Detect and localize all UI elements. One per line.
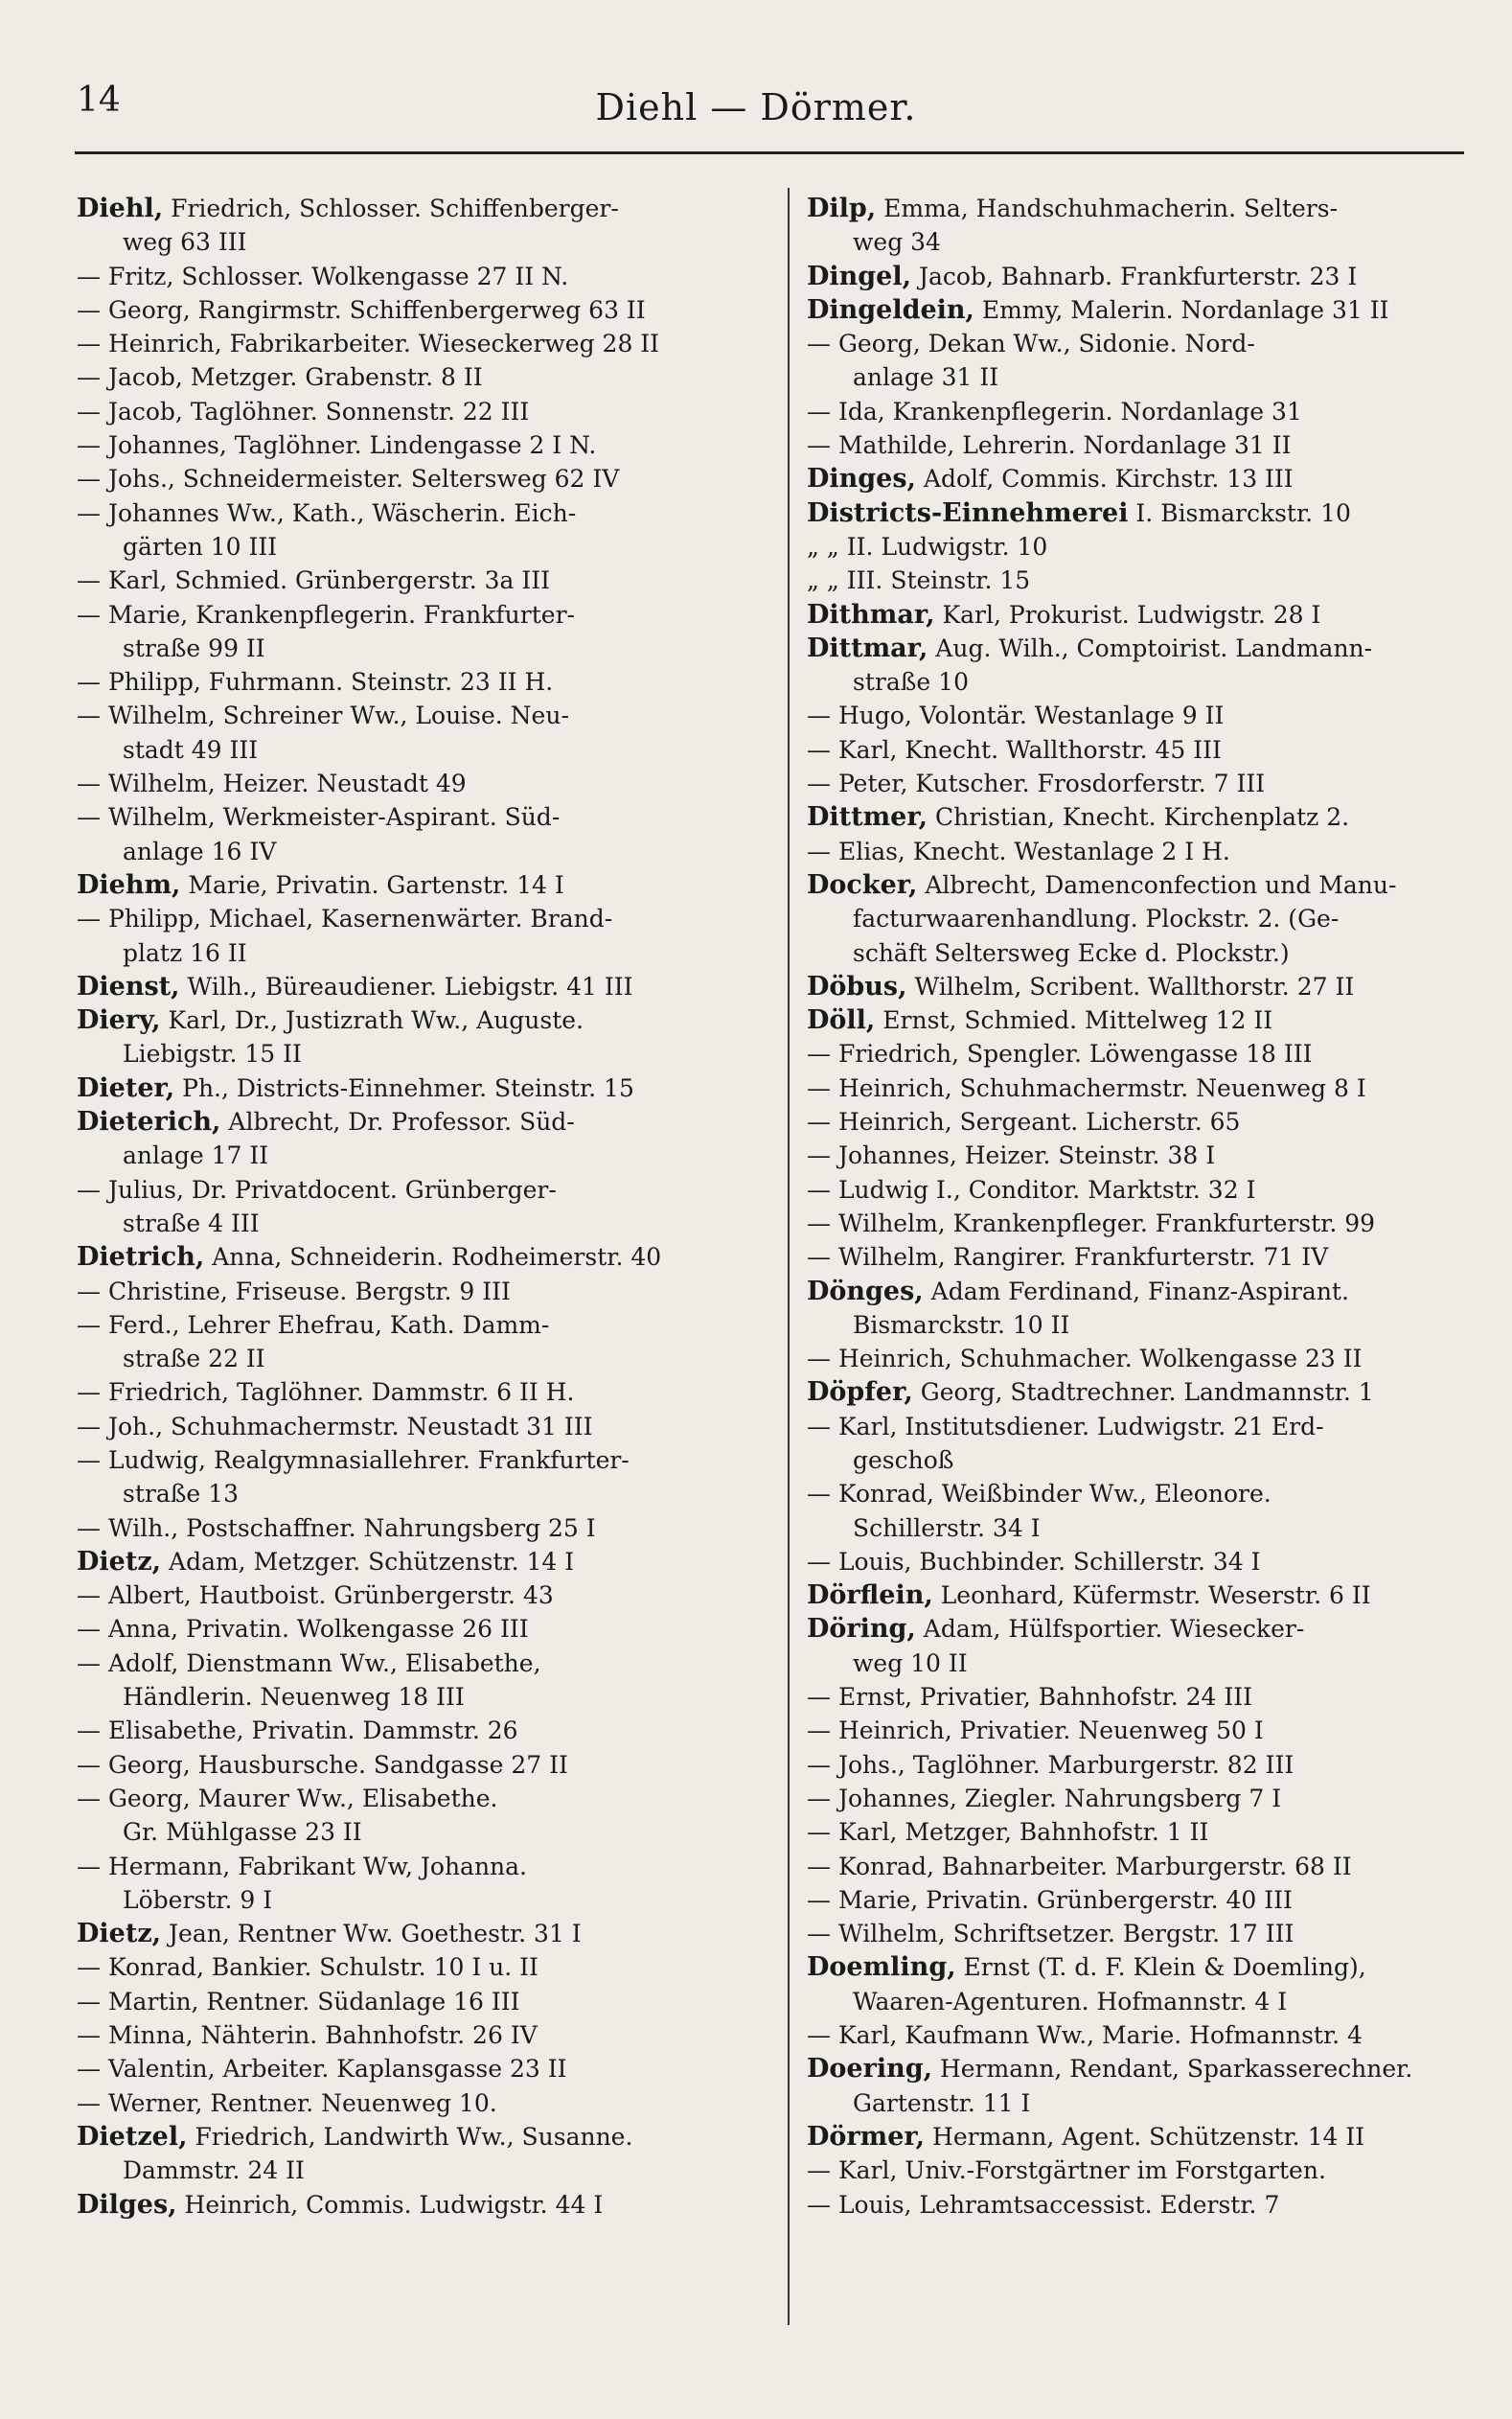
directory-entry [77, 970, 767, 1003]
entry-text: Ph., Districts-Einnehmer. Steinstr. 15 [182, 1073, 634, 1102]
directory-entry [77, 1917, 767, 1950]
entry-text: — Louis, Buchbinder. Schillerstr. 34 I [807, 1547, 1261, 1576]
directory-entry [77, 1782, 767, 1815]
directory-entry [77, 462, 767, 495]
directory-entry [807, 835, 1497, 868]
entry-text: — Ida, Krankenpflegerin. Nordanlage 31 [807, 397, 1302, 426]
entry-continuation: straße 10 [853, 668, 969, 697]
entry-text: — Karl, Knecht. Wallthorstr. 45 III [807, 735, 1222, 764]
directory-entry [77, 395, 767, 428]
directory-entry [807, 767, 1497, 800]
entry-surname: Dilges, [77, 2189, 177, 2220]
directory-entry [77, 1071, 767, 1105]
entry-text: Heinrich, Commis. Ludwigstr. 44 I [184, 2190, 604, 2219]
directory-entry [807, 1883, 1497, 1917]
directory-entry [77, 665, 767, 699]
entry-continuation: Bismarckstr. 10 II [853, 1310, 1070, 1339]
entry-text: Christian, Knecht. Kirchenplatz 2. [934, 803, 1350, 832]
directory-entry [77, 1647, 767, 1680]
directory-entry [807, 800, 1497, 834]
entry-text: — Fritz, Schlosser. Wolkengasse 27 II N. [77, 262, 569, 290]
entry-text: — Konrad, Weißbinder Ww., Eleonore. [807, 1480, 1271, 1509]
entry-continuation: anlage 17 II [123, 1141, 269, 1170]
directory-entry [77, 293, 767, 327]
entry-surname: Doemling, [807, 1952, 956, 1983]
entry-text: — Friedrich, Spengler. Löwengasse 18 III [807, 1040, 1313, 1069]
directory-entry [77, 2086, 767, 2120]
directory-entry [807, 970, 1497, 1003]
entry-surname: Dörmer, [807, 2121, 926, 2152]
entry-surname: Dienst, [77, 971, 180, 1002]
directory-entry [77, 192, 767, 225]
directory-entry [807, 1578, 1497, 1612]
entry-surname: Dittmer, [807, 802, 928, 833]
directory-entry [807, 2154, 1497, 2187]
directory-entry [77, 360, 767, 394]
entry-text: Hermann, Agent. Schützenstr. 14 II [932, 2122, 1365, 2151]
entry-text: — Mathilde, Lehrerin. Nordanlage 31 II [807, 431, 1292, 460]
entry-text: — Marie, Privatin. Grünbergerstr. 40 III [807, 1885, 1293, 1914]
entry-text: — Albert, Hautboist. Grünbergerstr. 43 [77, 1581, 554, 1610]
directory-entry [807, 868, 1497, 902]
entry-surname: Dilp, [807, 194, 877, 223]
entry-continuation: straße 22 II [123, 1345, 265, 1373]
directory-entry [77, 1105, 767, 1139]
entry-text: Anna, Schneiderin. Rodheimerstr. 40 [212, 1243, 662, 1272]
entry-surname: Docker, [807, 869, 918, 900]
entry-surname: Döpfer, [807, 1377, 913, 1408]
entry-text: — Johs., Schneidermeister. Seltersweg 62 IV [77, 465, 620, 494]
entry-text: — Ludwig I., Conditor. Marktstr. 32 I [807, 1175, 1256, 1204]
directory-entry [807, 1714, 1497, 1747]
entry-text: — Johs., Taglöhner. Marburgerstr. 82 III [807, 1750, 1294, 1779]
entry-continuation: stadt 49 III [123, 735, 259, 764]
entry-text: — Johannes Ww., Kath., Wäscherin. Eich- [77, 498, 577, 527]
entry-surname: Dietzel, [77, 2121, 188, 2152]
entry-text: Ernst, Schmied. Mittelweg 12 II [882, 1006, 1273, 1035]
entry-text: — Adolf, Dienstmann Ww., Elisabethe, [77, 1648, 541, 1677]
directory-entry [807, 395, 1497, 428]
right-column [807, 192, 1497, 2222]
directory-entry [807, 1815, 1497, 1849]
directory-entry [807, 2052, 1497, 2085]
directory-entry [807, 1275, 1497, 1308]
directory-entry [77, 260, 767, 293]
entry-text: — Friedrich, Taglöhner. Dammstr. 6 II H. [77, 1378, 575, 1407]
directory-entry [77, 1748, 767, 1782]
entry-text: — Louis, Lehramtsaccessist. Ederstr. 7 [807, 2190, 1280, 2219]
directory-entry [807, 598, 1497, 632]
directory-entry [77, 598, 767, 632]
directory-entry [77, 1612, 767, 1646]
directory-entry [77, 1003, 767, 1037]
header-rule [75, 151, 1464, 154]
directory-entry [77, 327, 767, 360]
directory-entry [807, 1410, 1497, 1443]
entry-text: — Elisabethe, Privatin. Dammstr. 26 [77, 1716, 518, 1745]
entry-text: — Konrad, Bahnarbeiter. Marburgerstr. 68 II [807, 1852, 1352, 1880]
entry-text: Adolf, Commis. Kirchstr. 13 III [923, 465, 1294, 494]
entry-text: I. Bismarckstr. 10 [1135, 498, 1351, 527]
entry-continuation: schäft Seltersweg Ecke d. Plockstr.) [853, 938, 1290, 967]
directory-entry [77, 767, 767, 800]
entry-text: — Johannes, Heizer. Steinstr. 38 I [807, 1141, 1216, 1170]
entry-text: — Karl, Univ.-Forstgärtner im Forstgarten. [807, 2156, 1326, 2185]
entry-text: Marie, Privatin. Gartenstr. 14 I [188, 870, 564, 899]
entry-text: — Hugo, Volontär. Westanlage 9 II [807, 702, 1225, 730]
entry-continuation: Gr. Mühlgasse 23 II [123, 1818, 362, 1847]
entry-text: — Heinrich, Privatier. Neuenweg 50 I [807, 1716, 1264, 1745]
entry-continuation: anlage 31 II [853, 363, 999, 392]
entry-continuation: facturwaarenhandlung. Plockstr. 2. (Ge- [853, 905, 1340, 933]
directory-entry [77, 1950, 767, 1984]
directory-entry [77, 1511, 767, 1545]
entry-continuation: weg 10 II [853, 1648, 968, 1677]
directory-entry [77, 1443, 767, 1477]
directory-entry [807, 1037, 1497, 1071]
entry-surname: Diehm, [77, 869, 181, 900]
left-column [77, 192, 767, 2222]
entry-text: — Werner, Rentner. Neuenweg 10. [77, 2088, 497, 2117]
entry-continuation: gärten 10 III [123, 532, 278, 561]
directory-entry [77, 496, 767, 530]
directory-entry [77, 902, 767, 935]
page-number: 14 [77, 81, 121, 120]
directory-entry [807, 1342, 1497, 1375]
entry-surname: Dittmar, [807, 633, 928, 663]
entry-text: Wilhelm, Scribent. Wallthorstr. 27 II [914, 972, 1355, 1001]
directory-entry [77, 1850, 767, 1883]
entry-continuation: anlage 16 IV [123, 837, 277, 865]
entry-text: Jacob, Bahnarb. Frankfurterstr. 23 I [918, 262, 1358, 290]
entry-text: — Karl, Schmied. Grünbergerstr. 3a III [77, 566, 550, 595]
entry-surname: Dönges, [807, 1276, 924, 1306]
entry-continuation: Liebigstr. 15 II [123, 1040, 302, 1069]
directory-entry [77, 428, 767, 462]
entry-continuation: Dammstr. 24 II [123, 2156, 305, 2185]
entry-text: Karl, Dr., Justizrath Ww., Auguste. [168, 1006, 584, 1035]
directory-entry [807, 1850, 1497, 1883]
entry-surname: Dingel, [807, 261, 912, 291]
entry-text: Wilh., Büreaudiener. Liebigstr. 41 III [187, 972, 633, 1001]
entry-text: Karl, Prokurist. Ludwigstr. 28 I [942, 600, 1321, 629]
entry-continuation: weg 63 III [123, 228, 247, 257]
entry-text: Adam, Metzger. Schützenstr. 14 I [169, 1547, 575, 1576]
directory-entry [77, 1240, 767, 1274]
entry-surname: Dieterich, [77, 1107, 221, 1138]
directory-entry [807, 260, 1497, 293]
entry-text: — Minna, Nähterin. Bahnhofstr. 26 IV [77, 2021, 538, 2050]
entry-surname: Districts-Einnehmerei [807, 497, 1129, 528]
entry-surname: Diery, [77, 1005, 161, 1036]
entry-text: Leonhard, Küfermstr. Weserstr. 6 II [940, 1581, 1371, 1610]
entry-surname: Dörflein, [807, 1580, 933, 1611]
entry-text: — Hermann, Fabrikant Ww, Johanna. [77, 1852, 528, 1880]
entry-text: — Christine, Friseuse. Bergstr. 9 III [77, 1277, 511, 1305]
directory-entry [807, 462, 1497, 495]
entry-surname: Döll, [807, 1005, 876, 1036]
entry-continuation: geschoß [853, 1445, 954, 1474]
directory-entry [807, 1139, 1497, 1172]
directory-entry [807, 496, 1497, 530]
directory-entry [77, 2052, 767, 2085]
entry-text: — Peter, Kutscher. Frosdorferstr. 7 III [807, 770, 1266, 798]
entry-text: „ „ III. Steinstr. 15 [807, 566, 1031, 595]
entry-text: Friedrich, Schlosser. Schiffenberger- [171, 195, 619, 222]
entry-continuation: Gartenstr. 11 I [853, 2088, 1031, 2117]
directory-entry [807, 1782, 1497, 1815]
directory-entry [807, 564, 1497, 597]
entry-text: — Heinrich, Schuhmacher. Wolkengasse 23 II [807, 1345, 1363, 1373]
entry-continuation: straße 99 II [123, 634, 265, 662]
entry-text: — Philipp, Michael, Kasernenwärter. Brand- [77, 905, 613, 933]
entry-continuation: straße 13 [123, 1480, 239, 1509]
directory-entry [77, 2120, 767, 2154]
entry-surname: Dietz, [77, 1546, 162, 1577]
directory-entry [807, 1477, 1497, 1510]
directory-entry [807, 293, 1497, 327]
entry-text: — Heinrich, Sergeant. Licherstr. 65 [807, 1108, 1241, 1137]
directory-entry [807, 1748, 1497, 1782]
directory-entry [807, 733, 1497, 767]
entry-text: — Anna, Privatin. Wolkengasse 26 III [77, 1615, 529, 1644]
entry-text: „ „ II. Ludwigstr. 10 [807, 532, 1048, 561]
entry-text: — Ludwig, Realgymnasiallehrer. Frankfurter- [77, 1445, 630, 1474]
directory-entry [807, 1545, 1497, 1578]
directory-entry [807, 1375, 1497, 1409]
directory-entry [807, 2188, 1497, 2222]
directory-entry [77, 1578, 767, 1612]
entry-text: Adam, Hülfsportier. Wiesecker- [923, 1615, 1305, 1644]
entry-continuation: platz 16 II [123, 938, 247, 967]
directory-entry [807, 1173, 1497, 1207]
entry-text: — Johannes, Ziegler. Nahrungsberg 7 I [807, 1784, 1282, 1812]
entry-continuation: straße 4 III [123, 1209, 260, 1237]
entry-text: Friedrich, Landwirth Ww., Susanne. [195, 2122, 633, 2151]
directory-entry [77, 1173, 767, 1207]
directory-entry [77, 800, 767, 834]
entry-surname: Dietz, [77, 1919, 162, 1949]
directory-entry [807, 1105, 1497, 1139]
directory-entry [77, 699, 767, 732]
entry-text: — Georg, Hausbursche. Sandgasse 27 II [77, 1750, 568, 1779]
directory-entry [77, 1410, 767, 1443]
entry-surname: Dithmar, [807, 599, 935, 630]
entry-text: — Wilhelm, Werkmeister-Aspirant. Süd- [77, 803, 561, 832]
entry-continuation: weg 34 [853, 228, 941, 257]
directory-entry [807, 530, 1497, 564]
entry-text: Jean, Rentner Ww. Goethestr. 31 I [169, 1920, 582, 1948]
directory-entry [77, 2188, 767, 2222]
entry-text: — Valentin, Arbeiter. Kaplansgasse 23 II [77, 2055, 567, 2084]
entry-text: — Wilhelm, Rangirer. Frankfurterstr. 71 IV [807, 1243, 1329, 1272]
entry-text: — Georg, Dekan Ww., Sidonie. Nord- [807, 330, 1255, 358]
directory-entry [807, 1071, 1497, 1105]
entry-text: — Wilh., Postschaffner. Nahrungsberg 25 I [77, 1513, 596, 1542]
directory-entry [807, 2018, 1497, 2052]
column-divider [788, 188, 790, 2325]
directory-entry [77, 1985, 767, 2018]
entry-text: — Georg, Rangirmstr. Schiffenbergerweg 63 II [77, 295, 646, 324]
directory-entry [77, 1545, 767, 1578]
directory-entry [807, 1917, 1497, 1950]
entry-text: — Konrad, Bankier. Schulstr. 10 I u. II [77, 1953, 538, 1982]
directory-entry [77, 1375, 767, 1409]
directory-entry [807, 1680, 1497, 1714]
directory-entry [807, 327, 1497, 360]
directory-entry [77, 564, 767, 597]
entry-text: Emmy, Malerin. Nordanlage 31 II [981, 295, 1389, 324]
entry-surname: Dingeldein, [807, 294, 974, 325]
entry-text: Adam Ferdinand, Finanz-Aspirant. [930, 1277, 1349, 1305]
directory-entry [807, 428, 1497, 462]
entry-text: Ernst (T. d. F. Klein & Doemling), [963, 1953, 1366, 1982]
entry-surname: Döring, [807, 1614, 916, 1645]
entry-text: — Johannes, Taglöhner. Lindengasse 2 I N. [77, 431, 597, 460]
entry-surname: Dietrich, [77, 1242, 205, 1273]
directory-entry [807, 632, 1497, 665]
entry-text: — Martin, Rentner. Südanlage 16 III [77, 1987, 520, 2016]
entry-surname: Dieter, [77, 1072, 175, 1103]
directory-entry [77, 1308, 767, 1342]
directory-entry [807, 1240, 1497, 1274]
directory-entry [807, 1950, 1497, 1984]
entry-text: — Marie, Krankenpflegerin. Frankfurter- [77, 600, 575, 629]
directory-entry [807, 699, 1497, 732]
entry-text: — Heinrich, Schuhmachermstr. Neuenweg 8 I [807, 1073, 1366, 1102]
entry-text: — Julius, Dr. Privatdocent. Grünberger- [77, 1175, 557, 1204]
entry-text: — Jacob, Taglöhner. Sonnenstr. 22 III [77, 397, 530, 426]
entry-text: — Philipp, Fuhrmann. Steinstr. 23 II H. [77, 668, 554, 697]
entry-text: Emma, Handschuhmacherin. Selters- [883, 195, 1339, 222]
entry-text: — Karl, Kaufmann Ww., Marie. Hofmannstr. 4 [807, 2021, 1363, 2050]
entry-continuation: Waaren-Agenturen. Hofmannstr. 4 I [853, 1987, 1288, 2016]
entry-text: — Georg, Maurer Ww., Elisabethe. [77, 1784, 498, 1812]
entry-surname: Doering, [807, 2054, 932, 2085]
entry-text: — Joh., Schuhmachermstr. Neustadt 31 III [77, 1412, 593, 1440]
entry-text: — Heinrich, Fabrikarbeiter. Wieseckerweg 28 II [77, 330, 660, 358]
entry-text: — Wilhelm, Schreiner Ww., Louise. Neu- [77, 702, 569, 730]
entry-text: — Karl, Metzger, Bahnhofstr. 1 II [807, 1818, 1209, 1847]
entry-text: Hermann, Rendant, Sparkasserechner. [939, 2055, 1413, 2084]
directory-entry [77, 1275, 767, 1308]
entry-continuation: Löberstr. 9 I [123, 1885, 273, 1914]
directory-entry [807, 1207, 1497, 1240]
entry-surname: Diehl, [77, 194, 164, 223]
entry-text: Georg, Stadtrechner. Landmannstr. 1 [920, 1378, 1374, 1407]
directory-entry [807, 1612, 1497, 1646]
entry-text: — Wilhelm, Schriftsetzer. Bergstr. 17 III [807, 1920, 1294, 1948]
directory-entry [807, 1003, 1497, 1037]
directory-entry [77, 868, 767, 902]
entry-text: — Ferd., Lehrer Ehefrau, Kath. Damm- [77, 1310, 550, 1339]
entry-surname: Dinges, [807, 464, 916, 495]
entry-continuation: Händlerin. Neuenweg 18 III [123, 1683, 465, 1712]
entry-text: — Elias, Knecht. Westanlage 2 I H. [807, 837, 1230, 865]
directory-entry [77, 1714, 767, 1747]
entry-text: Albrecht, Damenconfection und Manu- [925, 870, 1397, 899]
entry-text: Albrecht, Dr. Professor. Süd- [228, 1108, 575, 1137]
running-title: Diehl — Dörmer. [595, 86, 917, 128]
entry-text: — Jacob, Metzger. Grabenstr. 8 II [77, 363, 483, 392]
directory-entry [77, 2018, 767, 2052]
entry-continuation: Schillerstr. 34 I [853, 1513, 1041, 1542]
directory-entry [807, 192, 1497, 225]
directory-entry [807, 2120, 1497, 2154]
entry-text: — Karl, Institutsdiener. Ludwigstr. 21 Erd- [807, 1412, 1324, 1440]
entry-text: Aug. Wilh., Comptoirist. Landmann- [935, 634, 1373, 662]
entry-surname: Döbus, [807, 971, 907, 1002]
entry-text: — Wilhelm, Krankenpfleger. Frankfurterstr. 99 [807, 1209, 1376, 1237]
entry-text: — Ernst, Privatier, Bahnhofstr. 24 III [807, 1683, 1252, 1712]
entry-text: — Wilhelm, Heizer. Neustadt 49 [77, 770, 467, 798]
